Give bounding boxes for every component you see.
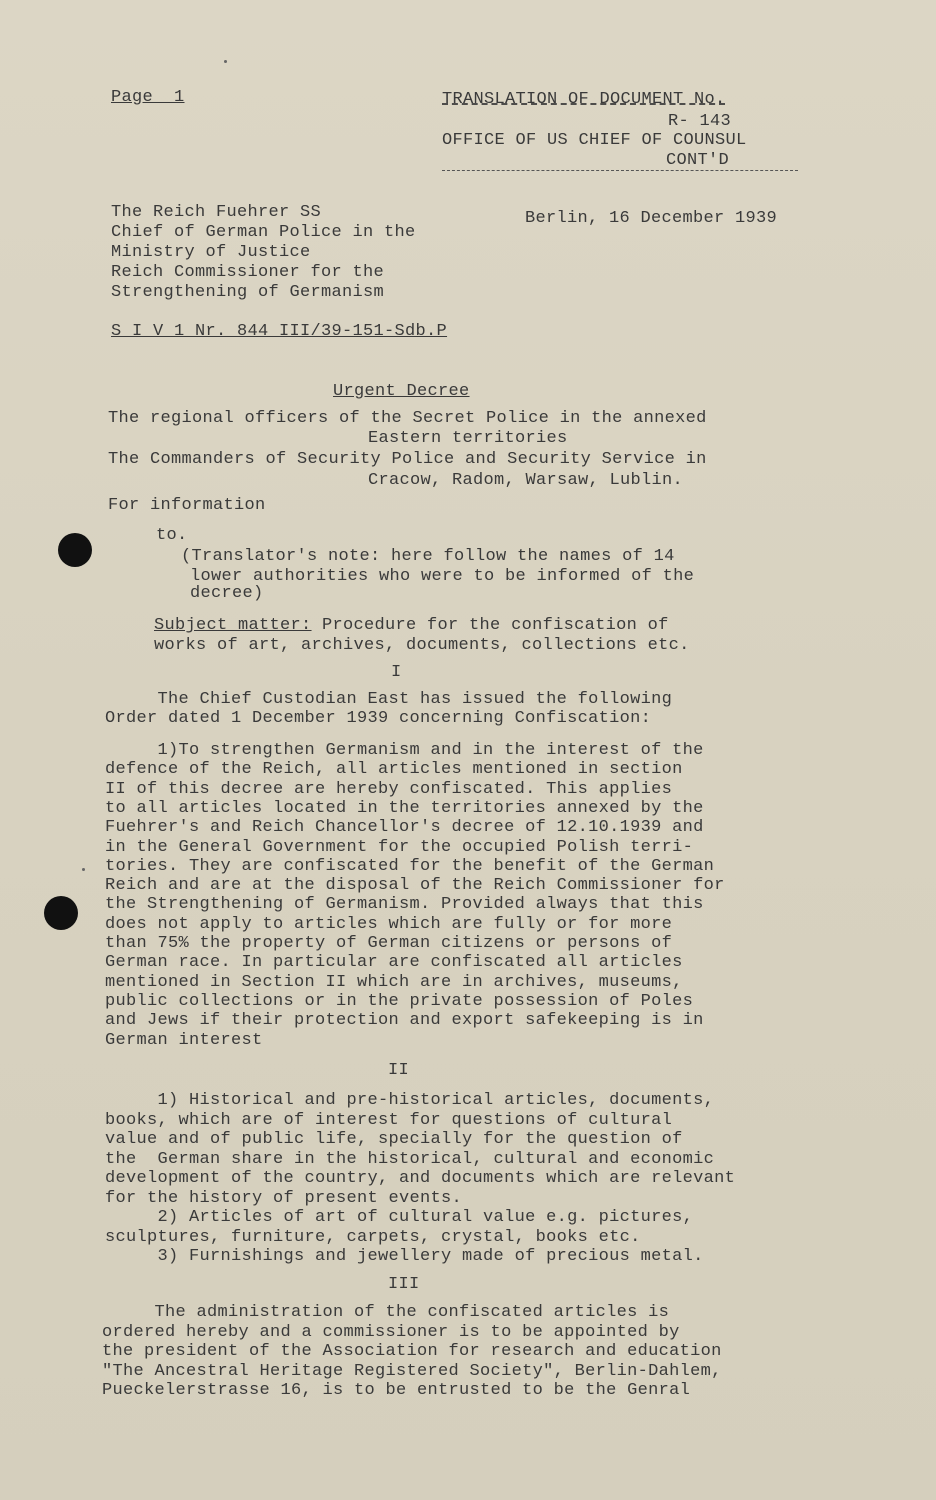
subject-line [154, 616, 669, 635]
paragraph-line: 1)To strengthen Germanism and in the interest of the [105, 741, 704, 760]
office-line: OFFICE OF US CHIEF OF COUNSUL [442, 131, 747, 150]
paragraph-line: Pueckelerstrasse 16, is to be entrusted to be the Genral [102, 1381, 691, 1400]
paragraph-line: sculptures, furniture, carpets, crystal, books etc. [105, 1227, 641, 1247]
paragraph-line: the German share in the historical, cultural and economic [105, 1149, 715, 1169]
section-numeral: III [388, 1275, 420, 1294]
paragraph-line: 1) Historical and pre-historical articles, documents, [105, 1091, 715, 1110]
subject-line-2: works of art, archives, documents, collections etc. [154, 636, 690, 655]
subject-label: Subject matter: [154, 616, 312, 635]
sender-line: Strengthening of Germanism [111, 283, 385, 302]
translator-note: lower authorities who were to be informed of the [190, 567, 695, 586]
addressee-2: The Commanders of Security Police and Security Service in [108, 450, 707, 469]
to-label: to. [156, 526, 188, 545]
sender-line: Ministry of Justice [111, 243, 311, 262]
paragraph-line: The Chief Custodian East has issued the following [105, 690, 673, 709]
paragraph-line: to all articles located in the territories annexed by the [105, 798, 704, 818]
paragraph-line: does not apply to articles which are fully or for more [105, 914, 673, 934]
contd-label: CONT'D [666, 151, 730, 170]
paragraph-line: 3) Furnishings and jewellery made of precious metal. [105, 1247, 704, 1266]
paragraph-line: public collections or in the private possession of Poles [105, 991, 694, 1011]
translator-note: (Translator's note: here follow the names of 14 [181, 547, 675, 566]
punch-hole-top [58, 533, 92, 567]
speck [82, 868, 85, 871]
translator-note: decree) [190, 584, 264, 603]
paragraph-line: value and of public life, specially for the question of [105, 1130, 683, 1149]
section-numeral: II [388, 1061, 410, 1080]
paragraph-line: German race. In particular are confiscated all articles [105, 953, 683, 973]
for-information: For information [108, 496, 266, 515]
paragraph-line: The administration of the confiscated articles is [102, 1303, 670, 1322]
paragraph-line: books, which are of interest for questions of cultural [105, 1110, 673, 1130]
paragraph-line: II of this decree are hereby confiscated. This applies [105, 779, 673, 799]
paragraph-line: for the history of present events. [105, 1188, 463, 1208]
paragraph-line: Reich and are at the disposal of the Reich Commissioner for [105, 876, 725, 896]
paragraph-line: the Strengthening of Germanism. Provided always that this [105, 895, 704, 915]
paragraph-line: tories. They are confiscated for the benefit of the German [105, 856, 715, 876]
paragraph-line: development of the country, and documents which are relevant [105, 1169, 736, 1188]
paragraph-line: "The Ancestral Heritage Registered Society", Berlin-Dahlem, [102, 1361, 722, 1381]
paragraph-line: defence of the Reich, all articles mentioned in section [105, 760, 683, 780]
addressee-1b: Eastern territories [368, 429, 568, 448]
paragraph-line: ordered hereby and a commissioner is to be appointed by [102, 1322, 680, 1342]
letter-date: Berlin, 16 December 1939 [525, 209, 778, 228]
paragraph-line: 2) Articles of art of cultural value e.g. pictures, [105, 1208, 694, 1227]
paragraph-line: German interest [105, 1030, 263, 1050]
doc-number: R- 143 [668, 112, 732, 131]
paragraph-line: the president of the Association for research and education [102, 1342, 722, 1361]
page-label: Page 1 [111, 88, 185, 107]
sender-line: Reich Commissioner for the [111, 263, 385, 282]
paragraph-line: Order dated 1 December 1939 concerning Confiscation: [105, 709, 652, 729]
decree-title: Urgent Decree [333, 382, 470, 401]
paragraph-line: mentioned in Section II which are in archives, museums, [105, 972, 683, 992]
subject-text: Procedure for the confiscation of [311, 616, 669, 635]
header-rule [442, 170, 798, 171]
section-numeral: I [391, 663, 402, 682]
addressee-2b: Cracow, Radom, Warsaw, Lublin. [368, 471, 684, 490]
addressee-1: The regional officers of the Secret Police in the annexed [108, 409, 707, 428]
paragraph-line: and Jews if their protection and export safekeeping is in [105, 1011, 704, 1031]
reference-number: S I V 1 Nr. 844 III/39-151-Sdb.P [111, 322, 448, 341]
translation-label: TRANSLATION OF DOCUMENT No. [442, 90, 726, 109]
paragraph-line: in the General Government for the occupied Polish terri- [105, 837, 694, 857]
paragraph-line: than 75% the property of German citizens or persons of [105, 934, 673, 953]
speck [224, 60, 227, 63]
sender-line: The Reich Fuehrer SS [111, 203, 322, 222]
sender-line: Chief of German Police in the [111, 223, 416, 242]
punch-hole-bottom [44, 896, 78, 930]
paragraph-line: Fuehrer's and Reich Chancellor's decree of 12.10.1939 and [105, 818, 704, 838]
